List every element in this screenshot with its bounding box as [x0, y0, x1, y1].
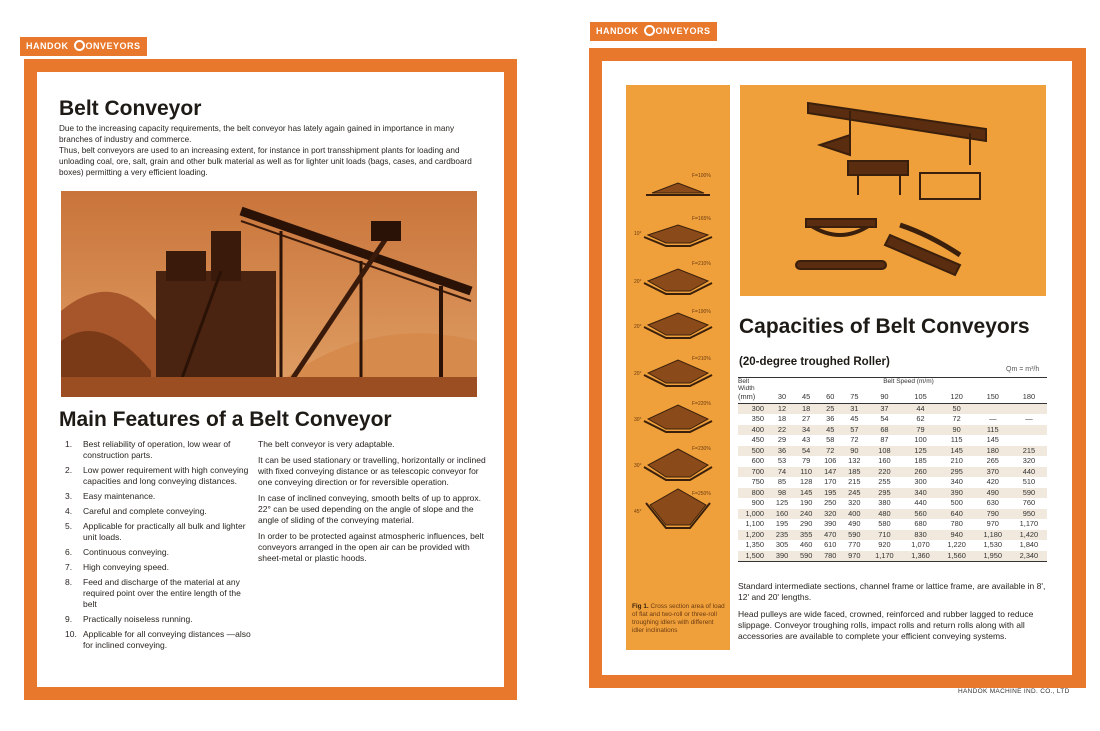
- item-text: Applicable for all conveying distances —also for inclined conveying.: [83, 629, 251, 650]
- capacity-cell: 510: [1022, 477, 1036, 487]
- angle-label: 10°: [634, 231, 642, 237]
- capacity-cell: 250: [824, 498, 837, 508]
- list-item: [65, 465, 255, 487]
- angle-label: 45°: [634, 509, 642, 515]
- speed-value: 105: [902, 392, 938, 403]
- capacity-cell: 480: [866, 509, 902, 520]
- item-text: Feed and discharge of the material at any required point over the entire length of the belt: [83, 577, 241, 609]
- body-paragraph: Head pulleys are wide faced, crowned, reinforced and rubber lagged to reduce slippage. Conveyor troughing rolls, impact rolls and return rolls along with all accessories are available to complete your efficient conveying systems.: [738, 609, 1034, 641]
- strip-label: F=165%: [692, 216, 711, 222]
- capacity-cell: 390: [824, 519, 837, 529]
- capacity-cell: 470: [818, 530, 842, 541]
- capacity-cell: 1,220: [947, 540, 966, 550]
- capacity-cell: 31: [842, 403, 866, 414]
- table-row: [738, 403, 1047, 414]
- capacity-cell: 770: [848, 540, 861, 550]
- capacities-title: Capacities of Belt Conveyors: [739, 315, 1030, 338]
- belt-width-cell: 1,200: [738, 530, 770, 541]
- belt-width-cell: 450: [751, 435, 764, 445]
- item-number: 2.: [65, 465, 73, 475]
- capacity-cell: 108: [866, 446, 902, 457]
- body-paragraph: Standard intermediate sections, channel frame or lattice frame, are available in 8', 12' and 20' lengths.: [738, 581, 1046, 602]
- table-header-row: [738, 378, 1047, 386]
- speed-value: 75: [842, 392, 866, 403]
- capacity-cell: 390: [770, 551, 794, 562]
- capacity-cell: 53: [777, 456, 787, 466]
- capacity-cell: 240: [794, 509, 818, 520]
- capacity-cell: 1,170: [1019, 519, 1039, 529]
- capacity-cell: 245: [842, 488, 866, 499]
- body-paragraph: The belt conveyor is very adaptable.: [258, 439, 395, 449]
- capacity-cell: —: [989, 414, 997, 424]
- sections-text: [738, 581, 1050, 648]
- item-number: 7.: [65, 562, 73, 572]
- belt-width-cell: 500: [738, 446, 770, 457]
- capacity-cell: 490: [848, 519, 861, 529]
- table-row: [738, 425, 1047, 436]
- capacity-cell: 390: [939, 488, 975, 499]
- features-heading: Main Features of a Belt Conveyor: [59, 408, 392, 431]
- capacity-cell: 90: [939, 425, 975, 436]
- capacity-cell: 1,420: [1011, 530, 1047, 541]
- capacity-cell: 12: [770, 403, 794, 414]
- logo-circle-icon: [74, 40, 85, 51]
- capacity-cell: 125: [775, 498, 789, 508]
- capacity-cell: 290: [799, 519, 813, 529]
- capacity-cell: [975, 403, 1011, 414]
- capacity-cell: 320: [1022, 456, 1036, 466]
- capacity-cell: 320: [848, 498, 861, 508]
- capacity-cell: 1,840: [1019, 540, 1039, 550]
- capacity-cell: 106: [824, 456, 837, 466]
- table-row: [738, 540, 1047, 551]
- troughing-idler-figure: [626, 85, 730, 650]
- capacity-cell: 970: [842, 551, 866, 562]
- intro-paragraph: Due to the increasing capacity requirements, the belt conveyor has lately again gained in importance in many branches of industry and commerce.: [59, 124, 455, 144]
- capacity-cell: 145: [794, 488, 818, 499]
- capacity-cell: 680: [914, 519, 927, 529]
- list-item: [65, 562, 255, 573]
- item-number: 1.: [65, 439, 73, 449]
- capacity-cell: 72: [952, 414, 961, 424]
- capacities-subtitle: (20-degree troughed Roller): [739, 356, 890, 368]
- capacity-cell: 45: [818, 425, 842, 436]
- belt-width-cell: 600: [751, 456, 764, 466]
- capacity-cell: 185: [914, 456, 927, 466]
- caption-text: Cross section area of load of flat and two-roll or three-roll troughing idlers with different idler inclinations: [632, 603, 725, 634]
- capacity-cell: 22: [770, 425, 794, 436]
- capacity-cell: 235: [770, 530, 794, 541]
- capacity-cell: 590: [1011, 488, 1047, 499]
- speed-value: 120: [939, 392, 975, 403]
- body-paragraph: In case of inclined conveying, smooth belts of up to approx. 22° can be used depending on the angle of slope and the angle of sliding of the conveying material.: [258, 493, 482, 525]
- capacity-cell: 115: [950, 435, 963, 445]
- capacity-cell: —: [1025, 414, 1033, 424]
- list-item: [65, 629, 255, 651]
- capacity-cell: 340: [950, 477, 963, 487]
- list-item: [65, 577, 255, 610]
- belt-width-label: Belt: [738, 378, 750, 385]
- capacity-cell: 170: [824, 477, 837, 487]
- capacity-cell: 37: [866, 403, 902, 414]
- capacity-cell: 370: [975, 467, 1011, 478]
- capacity-cell: 255: [878, 477, 891, 487]
- capacity-cell: 45: [850, 414, 859, 424]
- capacity-cell: 44: [902, 403, 938, 414]
- capacity-table: [738, 377, 1047, 562]
- belt-width-cell: 400: [738, 425, 770, 436]
- strip-label: F=230%: [692, 446, 711, 452]
- table-row: [738, 530, 1047, 541]
- capacity-cell: 18: [794, 403, 818, 414]
- body-paragraph: It can be used stationary or travelling, horizontally or inclined with fixed conveying distance or as telescopic conveyor for one conveying direction or for reversible operation.: [258, 455, 486, 487]
- capacity-cell: 68: [866, 425, 902, 436]
- capacity-cell: 400: [842, 509, 866, 520]
- strip-label: F=210%: [692, 356, 711, 362]
- item-text: Low power requirement with high conveying capacities and long conveying distances.: [83, 465, 249, 486]
- speed-value: 150: [975, 392, 1011, 403]
- capacity-cell: 780: [950, 519, 963, 529]
- capacity-cell: 490: [975, 488, 1011, 499]
- body-paragraph: In order to be protected against atmospheric influences, belt conveyors arranged in the open air can be provided with sheet-metal or plastic hoods.: [258, 531, 484, 563]
- capacity-cell: 27: [802, 414, 811, 424]
- capacity-cell: 380: [878, 498, 891, 508]
- item-number: 3.: [65, 491, 73, 501]
- speed-value: 30: [770, 392, 794, 403]
- speed-value: 60: [818, 392, 842, 403]
- conveyor-components-illustration: [740, 85, 1046, 296]
- table-row: [738, 498, 1047, 509]
- capacity-cell: 54: [880, 414, 889, 424]
- capacity-cell: 780: [818, 551, 842, 562]
- capacity-cell: 560: [902, 509, 938, 520]
- capacity-cell: 36: [770, 446, 794, 457]
- capacity-cell: 1,070: [911, 540, 930, 550]
- capacity-cell: 300: [914, 477, 927, 487]
- capacity-cell: 1,170: [866, 551, 902, 562]
- capacity-cell: 36: [826, 414, 835, 424]
- item-text: Applicable for practically all bulk and lighter unit loads.: [83, 521, 246, 542]
- brand-logo-right: HANDOK ONVEYORS: [590, 22, 717, 41]
- capacity-cell: 160: [878, 456, 891, 466]
- capacity-cell: 90: [842, 446, 866, 457]
- capacity-cell: 74: [770, 467, 794, 478]
- capacity-cell: 210: [950, 456, 963, 466]
- belt-width-cell: 1,500: [738, 551, 770, 562]
- capacity-cell: 630: [986, 498, 999, 508]
- capacity-cell: 132: [848, 456, 861, 466]
- capacity-cell: 125: [902, 446, 938, 457]
- item-text: Careful and complete conveying.: [83, 506, 207, 516]
- capacity-cell: 220: [866, 467, 902, 478]
- capacity-cell: 970: [986, 519, 999, 529]
- capacity-cell: 34: [794, 425, 818, 436]
- item-text: Practically noiseless running.: [83, 614, 193, 624]
- conveyor-plant-illustration: [61, 191, 477, 397]
- capacity-cell: 145: [986, 435, 999, 445]
- capacity-cell: 145: [939, 446, 975, 457]
- belt-width-cell: 300: [738, 403, 770, 414]
- angle-label: 20°: [634, 324, 642, 330]
- capacity-cell: 215: [1011, 446, 1047, 457]
- belt-width-label: Width: [738, 385, 755, 392]
- capacity-cell: 43: [802, 435, 811, 445]
- item-number: 6.: [65, 547, 73, 557]
- capacity-cell: 760: [1022, 498, 1036, 508]
- belt-width-label: (mm): [738, 392, 770, 403]
- capacity-cell: 305: [775, 540, 789, 550]
- capacity-cell: 2,340: [1011, 551, 1047, 562]
- item-number: 9.: [65, 614, 73, 624]
- capacity-cell: 128: [799, 477, 813, 487]
- item-number: 8.: [65, 577, 73, 587]
- capacity-cell: 87: [880, 435, 889, 445]
- capacity-cell: 440: [1011, 467, 1047, 478]
- capacity-cell: 1,180: [975, 530, 1011, 541]
- strip-label: F=220%: [692, 401, 711, 407]
- capacity-cell: 1,360: [902, 551, 938, 562]
- capacity-cell: 72: [818, 446, 842, 457]
- capacity-cell: 265: [986, 456, 999, 466]
- capacity-cell: 790: [975, 509, 1011, 520]
- capacity-cell: 25: [818, 403, 842, 414]
- table-row: [738, 456, 1047, 467]
- capacity-cell: [1011, 425, 1047, 436]
- intro-paragraph: Thus, belt conveyors are used to an increasing extent, for instance in port transshipment plants for loading and unloading coal, ore, salt, grain and other bulk material as well as for lighter unit loads (bags, cases, and cardboard boxes) permitting a very efficient loading.: [59, 146, 472, 177]
- brand-logo-left: HANDOK ONVEYORS: [20, 37, 147, 56]
- list-item: [65, 547, 255, 558]
- item-text: Easy maintenance.: [83, 491, 156, 501]
- list-item: [65, 506, 255, 517]
- page-title: Belt Conveyor: [59, 97, 202, 120]
- table-row: [738, 435, 1047, 446]
- table-header-row: [738, 385, 1047, 392]
- list-item: [65, 439, 255, 461]
- capacity-cell: 72: [850, 435, 859, 445]
- logo-circle-icon: [644, 25, 655, 36]
- capacity-cell: 320: [818, 509, 842, 520]
- belt-width-cell: 750: [751, 477, 764, 487]
- speed-value: 45: [794, 392, 818, 403]
- figure-caption: [632, 603, 726, 635]
- capacity-cell: 62: [916, 414, 925, 424]
- belt-width-cell: 350: [751, 414, 764, 424]
- angle-label: 20°: [634, 279, 642, 285]
- table-row: [738, 477, 1047, 488]
- company-footer: HANDOK MACHINE IND. CO., LTD: [958, 688, 1070, 695]
- capacity-table-body: [738, 403, 1047, 562]
- belt-width-cell: 800: [738, 488, 770, 499]
- adaptability-text: [258, 439, 486, 569]
- capacity-cell: 54: [794, 446, 818, 457]
- capacity-cell: 295: [939, 467, 975, 478]
- table-row: [738, 446, 1047, 457]
- capacity-cell: 590: [794, 551, 818, 562]
- strip-label: F=190%: [692, 309, 711, 315]
- table-row: [738, 467, 1047, 478]
- capacity-cell: 355: [794, 530, 818, 541]
- capacity-cell: 420: [986, 477, 999, 487]
- capacity-cell: 950: [1011, 509, 1047, 520]
- item-number: 10.: [65, 629, 77, 639]
- conveyor-plant-photo: [61, 191, 477, 397]
- capacity-cell: 29: [777, 435, 787, 445]
- capacity-cell: 640: [939, 509, 975, 520]
- idler-cross-sections: [626, 85, 730, 595]
- table-row: [738, 414, 1047, 425]
- speed-header: Belt Speed (m/m): [883, 378, 934, 385]
- table-row: [738, 509, 1047, 520]
- item-text: Best reliability of operation, low wear of construction parts.: [83, 439, 231, 460]
- capacity-cell: 79: [802, 456, 811, 466]
- speed-value: 90: [866, 392, 902, 403]
- capacity-cell: 340: [902, 488, 938, 499]
- item-text: High conveying speed.: [83, 562, 170, 572]
- capacity-cell: 100: [914, 435, 927, 445]
- capacity-cell: 580: [878, 519, 891, 529]
- angle-label: 30°: [634, 417, 642, 423]
- capacity-cell: 147: [818, 467, 842, 478]
- capacity-cell: 115: [975, 425, 1011, 436]
- angle-label: 30°: [634, 463, 642, 469]
- capacity-cell: 940: [939, 530, 975, 541]
- capacity-cell: 590: [842, 530, 866, 541]
- capacity-cell: 260: [902, 467, 938, 478]
- angle-label: 20°: [634, 371, 642, 377]
- capacity-cell: 195: [818, 488, 842, 499]
- capacity-cell: 920: [878, 540, 891, 550]
- capacity-cell: 1,530: [983, 540, 1002, 550]
- capacity-cell: [1011, 403, 1047, 414]
- belt-width-cell: 1,350: [745, 540, 764, 550]
- features-list: [65, 439, 255, 655]
- capacity-cell: 710: [866, 530, 902, 541]
- capacity-cell: 195: [775, 519, 789, 529]
- capacity-cell: 98: [770, 488, 794, 499]
- capacity-cell: 18: [777, 414, 787, 424]
- list-item: [65, 614, 255, 625]
- intro-text: [59, 123, 477, 178]
- belt-width-cell: 900: [751, 498, 764, 508]
- conveyor-components-photo: [740, 85, 1046, 296]
- capacity-cell: 460: [799, 540, 813, 550]
- capacity-cell: 1,950: [975, 551, 1011, 562]
- capacity-cell: 500: [950, 498, 963, 508]
- table-row: [738, 488, 1047, 499]
- capacity-cell: 295: [866, 488, 902, 499]
- capacity-cell: 180: [975, 446, 1011, 457]
- caption-title: Fig 1.: [632, 603, 649, 610]
- table-row: [738, 519, 1047, 530]
- item-number: 5.: [65, 521, 73, 531]
- capacity-unit: Qm = m³/h: [1006, 366, 1040, 373]
- table-row: [738, 551, 1047, 562]
- capacity-cell: 830: [902, 530, 938, 541]
- capacity-cell: 610: [824, 540, 837, 550]
- belt-width-cell: 1,100: [745, 519, 764, 529]
- strip-label: F=100%: [692, 173, 711, 179]
- capacity-cell: 58: [826, 435, 835, 445]
- speed-value: 180: [1011, 392, 1047, 403]
- table-header-row: [738, 392, 1047, 403]
- capacity-cell: 110: [794, 467, 818, 478]
- strip-label: F=210%: [692, 261, 711, 267]
- list-item: [65, 491, 255, 502]
- capacity-cell: 440: [914, 498, 927, 508]
- capacity-cell: 79: [902, 425, 938, 436]
- item-text: Continuous conveying.: [83, 547, 170, 557]
- capacity-cell: 160: [770, 509, 794, 520]
- list-item: [65, 521, 255, 543]
- capacity-cell: [1011, 435, 1047, 446]
- capacity-cell: 50: [939, 403, 975, 414]
- capacity-cell: 185: [842, 467, 866, 478]
- strip-label: F=250%: [692, 491, 711, 497]
- capacity-cell: 1,560: [939, 551, 975, 562]
- item-number: 4.: [65, 506, 73, 516]
- belt-width-cell: 1,000: [738, 509, 770, 520]
- capacity-cell: 85: [777, 477, 787, 487]
- capacity-cell: 215: [848, 477, 861, 487]
- capacity-cell: 190: [799, 498, 813, 508]
- capacity-cell: 57: [842, 425, 866, 436]
- belt-width-cell: 700: [738, 467, 770, 478]
